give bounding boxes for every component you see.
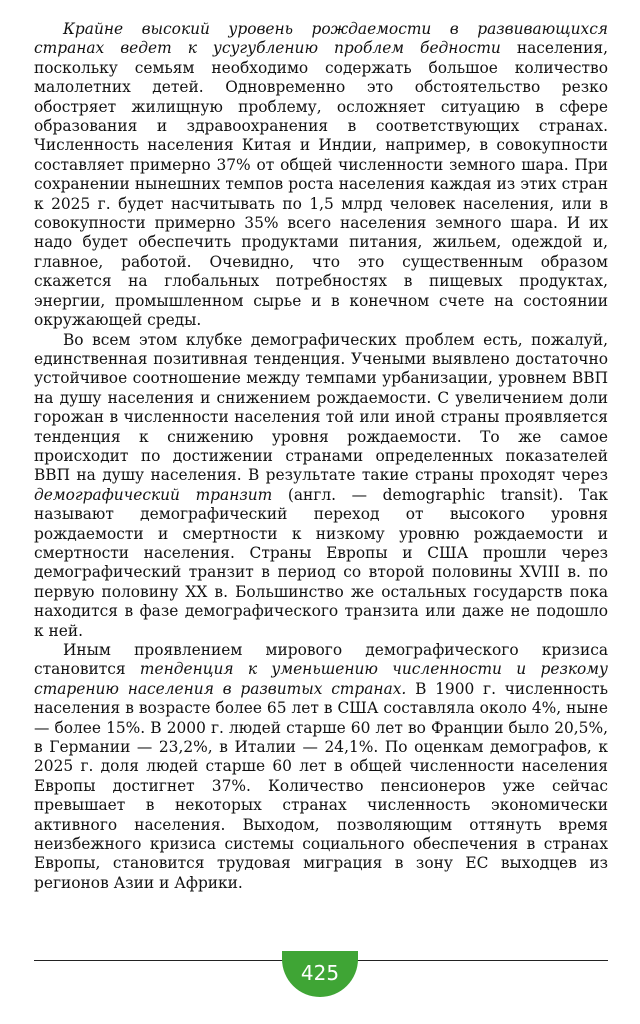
paragraph-3-text-end: В 1900 г. численность населения в возрасте более 65 лет в США составляла около 4%, ныне — более 15%. В 2000 г. людей старше 60 лет во Франции было 20,5%, в Германии — 23,2%, в Италии — 24,1%. По оценкам демографов, к 2025 г. доля людей старше 60 лет в общей численности населения Европы достигнет 37%. Количество пенсионеров уже сейчас превышает в некоторых странах численность экономически активного населения. Выходом, позволяющим оттянуть время неизбежного кризиса системы социального обеспечения в странах Европы, становится трудовая миграция в зону ЕС выходцев из регионов Азии и Африки. — [34, 679, 608, 892]
page-body — [34, 20, 608, 893]
page-number-badge — [282, 951, 358, 997]
paragraph-3 — [34, 641, 608, 893]
paragraph-3-italic-phrase: тенденция к уменьшению численности и резкому старению населения в развитых странах. — [34, 660, 608, 698]
paragraph-3-text-start: Иным проявлением мирового демографического кризиса становится — [34, 641, 608, 679]
paragraph-2-text-end: (англ. — demographic transit). Так называют демографический переход от высокого уровня рождаемости и смертности к низкому уровню рождаемости и смертности населения. Страны Европы и США прошли через демографический транзит в период со второй половины XVIII в. по первую половину XX в. Большинство же остальных государств пока находится в фазе демографического транзита или даже не подошло к ней. — [34, 485, 608, 640]
paragraph-1-text: населения, поскольку семьям необходимо содержать большое количество малолетних детей. Одновременно это обстоятельство резко обостряет жилищную проблему, осложняет ситуацию в сфере образования и здравоохранения в соответствующих странах. Численность населения Китая и Индии, например, в совокупности составляет примерно 37% от общей численности земного шара. При сохранении нынешних темпов роста населения каждая из этих стран к 2025 г. будет насчитывать по 1,5 млрд человек населения, или в совокупности примерно 35% всего населения земного шара. И их надо будет обеспечить продуктами питания, жильем, одеждой и, главное, работой. Очевидно, что это существенным образом скажется на глобальных потребностях в пищевых продуктах, энергии, промышленном сырье и в конечном счете на состоянии окружающей среды. — [34, 39, 608, 330]
paragraph-2-text-start: Во всем этом клубке демографических проблем есть, пожалуй, единственная позитивная тенденция. Учеными выявлено достаточно устойчивое соотношение между темпами урбанизации, уровнем ВВП на душу населения и снижением рождаемости. С увеличением доли горожан в численности населения той или иной страны проявляется тенденция к снижению уровня рождаемости. То же самое происходит по достижении странами определенных показателей ВВП на душу населения. В результате такие страны проходят через — [34, 330, 608, 485]
page-number: 425 — [300, 961, 340, 985]
paragraph-1 — [34, 20, 608, 331]
paragraph-1-italic-lead: Крайне высокий уровень рождаемости в развивающихся странах ведет к усугублению проблем бедности — [34, 20, 608, 58]
paragraph-2 — [34, 331, 608, 642]
paragraph-2-term: демографический транзит — [34, 485, 273, 504]
